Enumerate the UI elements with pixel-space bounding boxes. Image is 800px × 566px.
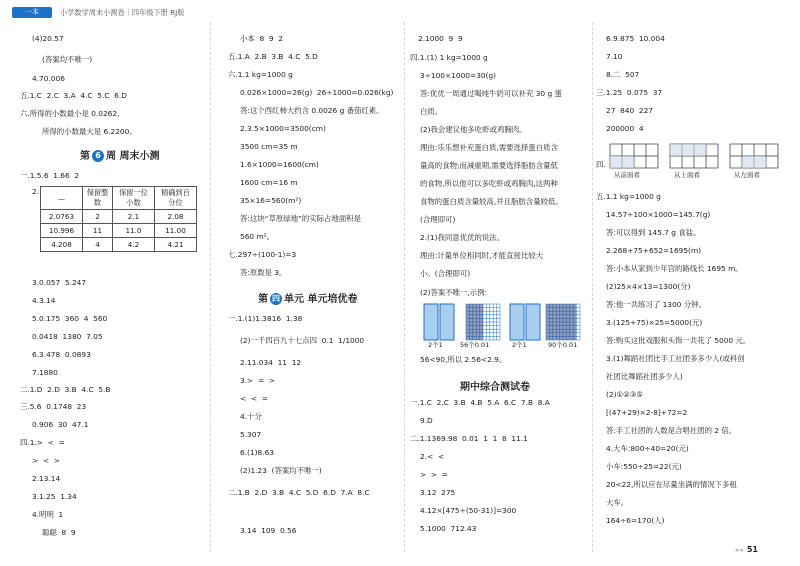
answer-line: 6.9.875 10.004: [606, 34, 665, 43]
answer-line: 七.297÷(100-1)=3: [228, 250, 297, 259]
answer-line: 2.11.034 11 12: [240, 358, 302, 367]
answer-line: 4.3.14: [32, 296, 56, 305]
answer-line: 1.6×1000=1600(cm): [240, 160, 319, 169]
answer-line: 二.1.D 2.D 3.B 4.C 5.B: [20, 385, 111, 394]
answer-line: 0.906 30 47.1: [32, 420, 89, 429]
answer-line: 三.5.6 0.1748 23: [20, 402, 87, 411]
answer-line: 6.3.478 0.0893: [32, 350, 91, 359]
answer-line: 7.1880: [32, 368, 58, 377]
view-label-front: 从前面看: [614, 171, 640, 179]
figure-label: 2个1: [512, 341, 527, 349]
answer-line: 1600 cm=16 m: [240, 178, 298, 187]
table-header: —: [41, 187, 83, 210]
answer-line: 4.70.006: [32, 74, 65, 83]
answer-line: 7.10: [606, 52, 623, 61]
answer-line: 5.1000 712.43: [420, 524, 477, 533]
answer-line: 答:这块“草原绿地”的实际占地面积是: [240, 214, 362, 223]
answer-line: 5.0.175 360 4 560: [32, 314, 108, 323]
answer-line: 2.< <: [420, 452, 445, 461]
answer-line: 3÷100×1000=30(g): [420, 71, 497, 80]
answer-line: 14.57÷100×1000=145.7(g): [606, 210, 711, 219]
view-label-top: 从上面看: [674, 171, 700, 179]
answer-line: 大车。: [606, 498, 629, 507]
answer-line: 5.307: [240, 430, 262, 439]
answer-line: 答:小本从家到少年宫的路线长 1695 m。: [606, 264, 743, 273]
answer-line: 六.所得的小数最小是 0.0262,: [20, 109, 120, 118]
table-header: 精确到百分位: [155, 187, 197, 210]
answer-line: 4.十分: [240, 412, 262, 421]
answer-line: 小。(合理即可): [420, 269, 471, 278]
page-nav-arrows: ◂ ▸: [734, 546, 744, 554]
answer-line: 20<22,所以应在尽量坐满的情况下多租: [606, 480, 737, 489]
answer-line: (2)1.23 (答案均不唯一): [240, 466, 322, 475]
answer-line: 小车:550÷25=22(元): [606, 462, 682, 471]
column-divider: [592, 22, 593, 552]
answer-line: 3.12 275: [420, 488, 456, 497]
answer-line: 量高的食物;而减重期,需要选择脂肪含量低: [420, 161, 558, 170]
answer-line: (2)一千四百九十七点四 0.1 1/1000: [240, 336, 365, 345]
table-row: 10.996 11 11.0 11.00: [41, 224, 197, 238]
answer-line: 3.1.25 1.34: [32, 492, 77, 501]
figure-label: 56个0.01: [460, 341, 490, 349]
answer-line: 27 840 227: [606, 106, 654, 115]
answer-line: 2.(1)我同意优优的说法。: [420, 233, 505, 242]
answer-line: (答案均不唯一): [42, 55, 93, 64]
answer-line: 答:手工社团的人数是合唱社团的 2 倍。: [606, 426, 737, 435]
answer-line: 小本 8 9 2: [240, 34, 283, 43]
answer-line: 五.1.A 2.B 3.B 4.C 5.D: [228, 52, 318, 61]
answer-line: (2)我会建议他多吃虾或鸡胸肉。: [420, 125, 527, 134]
answer-line: 一.1.5.6 1.66 2: [20, 171, 80, 180]
answer-line: (合理即可): [420, 215, 456, 224]
answer-line: 的食物,所以他可以多吃虾或鸡胸肉,这两种: [420, 179, 558, 188]
answer-line: 2.268+75+652=1695(m): [606, 246, 702, 255]
answer-line: 0.0418 1380 7.05: [32, 332, 103, 341]
answer-line: 答:购买这批戏服和头饰一共花了 5000 元。: [606, 336, 751, 345]
answer-line: 4.大车:800÷40=20(元): [606, 444, 689, 453]
answer-line: 560 m²。: [240, 232, 275, 241]
column-divider: [210, 22, 211, 552]
answer-line: 五.1.C 2.C 3.A 4.C 5.C 6.D: [20, 91, 127, 100]
answer-line: 白质。: [420, 107, 443, 116]
unit-heading: 第 四 单元 单元培优卷: [258, 294, 358, 305]
answer-line: 聪聪 8 9: [42, 528, 76, 537]
answer-line: (2)①②③⑤: [606, 390, 643, 399]
answer-line: 答:这个西红柿大约含 0.0026 g 番茄红素。: [240, 106, 384, 115]
page-header: [0, 0, 800, 24]
answer-line: (2)25×4×13=1300(分): [606, 282, 691, 291]
figure-label: 90个0.01: [548, 341, 578, 349]
unit-number-badge: 四: [272, 294, 280, 303]
answer-line: [(47+29)×2-8]+72=2: [606, 408, 688, 417]
answer-line: 答:优优一周通过喝纯牛奶可以补充 30 g 蛋: [420, 89, 562, 98]
answer-line: 3.> = >: [240, 376, 276, 385]
book-logo: 一本: [12, 7, 52, 18]
table-label: 2.: [32, 187, 40, 196]
answer-line: 4.12×[475÷(50-31)]=300: [420, 506, 517, 515]
answer-line: 56<90,所以 2.56<2.9。: [420, 355, 507, 364]
week-heading: 第 6 周 周末小测: [80, 151, 160, 162]
answer-line: 3.14 109 0.56: [240, 526, 297, 535]
answer-line: 四.1.(1) 1 kg=1000 g: [410, 53, 488, 62]
answer-line: 一.1.(1)1.3816 1.38: [228, 314, 303, 323]
answer-line: 答:原数是 3。: [240, 268, 287, 277]
answer-line: 164÷6=170(人): [606, 516, 665, 525]
answer-line: 3500 cm=35 m: [240, 142, 298, 151]
answer-line: 答:他一共练习了 1300 分钟。: [606, 300, 706, 309]
rounding-table: [40, 186, 197, 252]
answer-line: > > =: [420, 470, 448, 479]
week-number-badge: 6: [92, 150, 104, 162]
page-number: 51: [746, 545, 758, 554]
answer-line: 3.(1)舞蹈社团比手工社团多多少人(或科创: [606, 354, 745, 363]
column-divider: [404, 22, 405, 552]
answer-line: 8.二 507: [606, 70, 640, 79]
section-label: 四.: [596, 160, 606, 169]
answer-line: (4)20.57: [32, 34, 64, 43]
answer-line: 一.1.C 2.C 3.B 4.B 5.A 6.C 7.B 8.A: [410, 398, 550, 407]
answer-line: 2.3.5×1000=3500(cm): [240, 124, 326, 133]
table-row: 2.0763 2 2.1 2.08: [41, 210, 197, 224]
table-header: 保留整数: [83, 187, 113, 210]
answer-line: 二.1.1369.98 0.01 1 1 8 11.1: [410, 434, 528, 443]
answer-line: 三.1.25 0.075 37: [596, 88, 663, 97]
answer-line: 2.1000 9 9: [418, 34, 463, 43]
answer-line: 9.D: [420, 416, 433, 425]
answer-line: 2.13.14: [32, 474, 61, 483]
answer-line: 五.1.1 kg=1000 g: [596, 192, 661, 201]
midterm-heading: 期中综合测试卷: [460, 382, 530, 393]
answer-line: 二.1.B 2.D 3.B 4.C 5.D 6.D 7.A 8.C: [228, 488, 370, 497]
answer-line: 35×16=560(m²): [240, 196, 302, 205]
answer-line: 3.0.057 5.247: [32, 278, 87, 287]
answer-line: (2)答案不唯一,示例:: [420, 288, 488, 297]
header-title: 小学数学周末小测卷｜四年级下册 RJ版: [60, 8, 185, 17]
answer-line: 3.(125+75)×25=5000(元): [606, 318, 703, 327]
answer-line: 200000 4: [606, 124, 644, 133]
answer-line: 答:可以得到 145.7 g 食盐。: [606, 228, 701, 237]
answer-line: 0.026×1000=26(g) 26÷1000=0.026(kg): [240, 88, 394, 97]
answer-line: 理由:计量单位相同时,才能直接比较大: [420, 251, 544, 260]
view-label-left: 从左面看: [734, 171, 760, 179]
answer-line: 六.1.1 kg=1000 g: [228, 70, 293, 79]
answer-line: 4.明明 1: [32, 510, 64, 519]
answer-line: < < =: [240, 394, 268, 403]
table-header: 保留一位小数: [113, 187, 155, 210]
figure-label: 2个1: [428, 341, 443, 349]
answer-line: 理由:乐乐想补充蛋白质,需要选择蛋白质含: [420, 143, 558, 152]
answer-line: 6.(1)8.63: [240, 448, 274, 457]
answer-line: 所得的小数最大是 6.2200。: [42, 127, 137, 136]
answer-line: > < >: [32, 456, 60, 465]
answer-line: 食物的蛋白质含量较高,并且脂肪含量较低。: [420, 197, 563, 206]
answer-line: 四.1.> < =: [20, 438, 65, 447]
answer-line: 社团比舞蹈社团多少人): [606, 372, 683, 381]
table-row: 4.208 4 4.2 4.21: [41, 238, 197, 252]
